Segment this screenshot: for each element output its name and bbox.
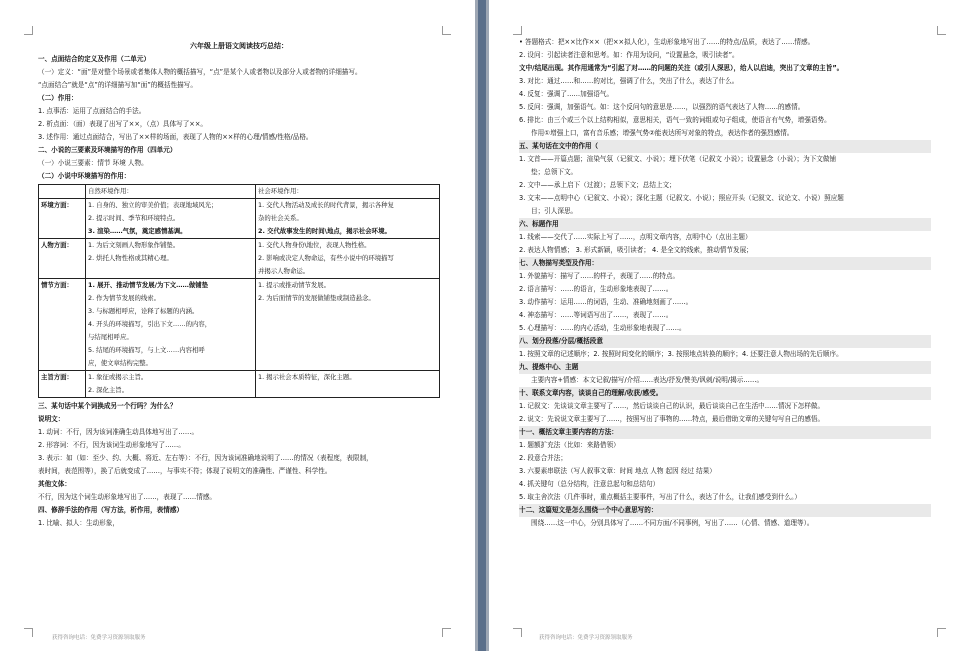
text-line: （一）小说三要素：情节 环境 人物。 (38, 159, 148, 167)
cell-line: 2. 烘托人物性格或其精心理。 (88, 254, 173, 262)
section-heading: 十、联系文章内容，谈谈自己的理解/收获/感受。 (519, 387, 931, 400)
text-line: 1. 动词：不行，因为该词准确生动具体地写出了……。 (38, 428, 199, 436)
cell-line: 2. 深化主旨。 (88, 386, 129, 394)
corner-mark (24, 26, 33, 35)
cell-line: 2. 作为情节发展的线索。 (88, 294, 161, 302)
text-line: 3. 对比：通过……和……的对比，强调了什么，突出了什么，表达了什么。 (519, 77, 739, 85)
corner-mark (442, 628, 451, 637)
table-cell (256, 279, 440, 371)
cell-line: 2. 交代故事发生的时间\地点，揭示社会环境。 (258, 227, 391, 235)
text-line: 2. 设问：引起读者注意和思考。如：作用为设问，“设置悬念，吸引读者”。 (519, 51, 739, 59)
section-heading: 说明文： (38, 415, 65, 423)
text-line: 2. 语言描写：……的语言，生动形象地表现了……。 (519, 285, 673, 293)
text-line: 3. 述作用：通过点面结合，写出了××样的场面，表现了人物的××样的心理/情感/性格/品格。 (38, 133, 313, 141)
section-heading: 二、小说的三要素及环境描写的作用（四单元） (38, 146, 177, 154)
text-line: 1. 比喻、拟人：生动形象， (38, 519, 119, 527)
page-gutter (475, 0, 489, 651)
text-line: 1. 题额扩充法（比如：来路借领） (519, 441, 620, 449)
cell-line: 1. 提示或推动情节发展。 (258, 281, 331, 289)
table-row (39, 371, 440, 398)
text-line: 1. 记叙文：先谈谈文章主要写了……，然后谈谈自己的认识，最后谈谈自己在生活中……情况下怎样做。 (519, 402, 825, 410)
cell-line: 1. 象征或揭示主旨。 (88, 373, 148, 381)
table-cell (86, 371, 256, 398)
page-footer: 获得咨询电话：免费学习资源领取服务 (539, 635, 633, 641)
text-line: 4. 神态描写：……等词语写出了……，表现了……。 (519, 311, 673, 319)
text-line: （一）定义：“面”是对整个场景或者集体人物的概括描写，“点”是某个人或者物以及部分人或者物的详细描写。 (38, 68, 362, 76)
text-line: 4. 抓关键句（总分结构，注意总起句和总结句） (519, 480, 660, 488)
section-heading: 七、人物描写类型及作用： (519, 257, 931, 270)
text-line: 3. 动作描写：运用……的词语，生动、准确地刻画了……。 (519, 298, 693, 306)
text-line: 2. 形容词：不行，因为该词生动形象地写了……。 (38, 441, 185, 449)
text-line: 3. 表示：如（如：至少、约、大概、将近、左右等）：不行，因为该词准确地说明了……的情况（表程度，表限制， (38, 454, 373, 462)
cell-line: 2. 影响或决定人物命运，有些小说中的环境描写 (258, 254, 394, 262)
table-header-cell: 自然环境作用： (86, 185, 256, 199)
text-line: 作用①增强上口，富有音乐感；增强气势②能表达所写对象的特点，表达作者的强烈感情。 (531, 129, 794, 137)
text-line: 5. 反问：强调，加强语气。如：这个反问句的意思是……，以强烈的语气表达了人物……的感情。 (519, 103, 805, 111)
cell-line: 1. 交代人物活动及成长的时代背景，揭示各种复 (258, 201, 394, 209)
environment-table (38, 184, 440, 398)
cell-line: 1. 展开、推动情节发展/为下文……做铺垫 (88, 281, 209, 289)
text-line: 1. 按照文章的记述顺序；2. 按照时间变化的顺序；3. 按照地点转换的顺序；4. 还要注意人物出场的先后顺序。 (519, 350, 843, 358)
text-line: 主要内容+情感：本文记叙/描写/介绍……表达/抒发/赞美/讽刺/说明/揭示……。 (531, 376, 764, 384)
text-line: 2. 析点面：（面）表现了出写了××，（点）具体写了××。 (38, 120, 207, 128)
section-heading: 文中/结尾出现。其作用通常为“引起了对……的问题的关注（或引人深思），给人以启迪，突出了文章的主旨”。 (519, 64, 844, 72)
table-cell (256, 239, 440, 279)
corner-mark (513, 628, 522, 637)
text-line: 1. 外貌描写：描写了……的样子，表现了……的特点。 (519, 272, 680, 280)
cell-line: 杂的社会关系。 (258, 214, 303, 222)
section-heading: 四、修辞手法的作用（写方法，析作用，表情感） (38, 506, 184, 514)
table-cell (86, 239, 256, 279)
cell-line: 3. 与标题相呼应，诠释了标题的内涵。 (88, 307, 199, 315)
table-cell (86, 199, 256, 239)
section-heading: 八、划分段落/分层/概括段意 (519, 335, 931, 348)
table-cell (256, 199, 440, 239)
section-heading: 九、提炼中心、主题 (519, 361, 931, 374)
cell-line: 5. 结尾的环境描写，与上文……内容相呼 (88, 346, 205, 354)
cell-line: 1. 揭示社会本质特征，深化主题。 (258, 373, 356, 381)
text-line: 2. 表达人物情感； 3. 形式新颖，吸引读者； 4. 是全文的线索，推动情节发展； (519, 246, 753, 254)
text-line: 2. 文中——承上启下（过渡）；总领下文；总结上文； (519, 181, 676, 189)
cell-line: 2. 提示时间、季节和环境特点。 (88, 214, 180, 222)
text-line: 5. 心理描写：……的内心活动，生动形象地表现了……。 (519, 324, 686, 332)
text-line: 垫；总领下文。 (531, 168, 578, 176)
table-header-cell: 社会环境作用： (256, 185, 440, 199)
text-line: 3. 文末——点明中心（记叙文、小说）；深化主题（记叙文、小说）；照应开头（记叙文、议论文、小说）照应题 (519, 194, 844, 202)
text-line: 围绕……这一中心，分别具体写了……不同方面/不同事例，写出了……（心情、情感、道理等）。 (531, 519, 814, 527)
cell-line: 1. 为后文刻画人物形象作铺垫。 (88, 241, 180, 249)
table-row (39, 279, 440, 371)
text-line: 1. 点事活：运用了点面结合的手法。 (38, 107, 146, 115)
table-cell (86, 279, 256, 371)
row-category: 人物方面： (39, 239, 86, 279)
text-line: 6. 排比：由三个或三个以上结构相似，意思相关，语气一致的词组或句子组成，使语言有气势，增强语势。 (519, 116, 831, 124)
text-line: 不行，因为这个词生动形象地写出了……，表现了……情感。 (38, 493, 217, 501)
section-heading: 五、某句话在文中的作用（ (519, 140, 931, 153)
section-heading: 十一、概括文章主要内容的方法： (519, 426, 931, 439)
text-line: 1. 文首——开篇点题；渲染气氛（记叙文、小说）；埋下伏笔（记叙文 小说）；设置悬念（小说）；为下文做铺 (519, 155, 837, 163)
text-line: “点面结合”就是“点”的详细描写加“面”的概括性描写。 (38, 81, 197, 89)
cell-line: 并揭示人物命运。 (258, 267, 310, 275)
page-footer: 获得咨询电话：免费学习资源领取服务 (52, 635, 146, 641)
table-cell (256, 371, 440, 398)
corner-mark (513, 26, 522, 35)
cell-line: 1. 自身的、独立的审美价值；表现地域风光； (88, 201, 218, 209)
section-heading: 其他文体： (38, 480, 71, 488)
cell-line: 应，使文章结构完整。 (88, 359, 152, 367)
right-page-content (519, 36, 931, 530)
corner-mark (937, 628, 946, 637)
section-heading: （二）作用： (38, 94, 78, 102)
document-page-left (0, 0, 475, 651)
corner-mark (442, 26, 451, 35)
cell-line: 1. 交代人物身份\地位，表现人物性格。 (258, 241, 371, 249)
cell-line: 3. 渲染……气氛，奠定感情基调。 (88, 227, 187, 235)
text-line: 目；引人深思。 (531, 207, 578, 215)
corner-mark (24, 628, 33, 637)
text-line: 表时间，表范围等），换了后就变成了……，与事实不符；体现了说明文的准确性、严谨性、科学性。 (38, 467, 332, 475)
row-category: 主旨方面： (39, 371, 86, 398)
text-line: 1. 线索——交代了……实际上写了……，点明文章内容，点明中心（点出主题） (519, 233, 752, 241)
section-heading: 三、某句话中某个词换成另一个行吗？为什么？ (38, 402, 177, 410)
section-heading: （二）小说中环境描写的作用： (38, 172, 131, 180)
text-line: 2. 说文：先说说文章主要写了……，按照写出了事物的……特点，最后借助文章的关键句写自己的感悟。 (519, 415, 825, 423)
text-line: • 答题格式：把××比作××（把××拟人化），生动形象地写出了……的特点/品质，表达了……情感。 (519, 38, 815, 46)
document-page-right (489, 0, 970, 651)
cell-line: 2. 为后面情节的发展做铺垫或制造悬念。 (258, 294, 375, 302)
table-row (39, 239, 440, 279)
section-heading: 一、点面结合的定义及作用（二单元） (38, 55, 151, 63)
section-heading: 十二、这篇短文是怎么围绕一个中心意思写的： (519, 504, 931, 517)
corner-mark (937, 26, 946, 35)
cell-line: 与结尾相呼应。 (88, 333, 133, 341)
table-row (39, 199, 440, 239)
text-line: 4. 反复：强调了……加强语气。 (519, 90, 614, 98)
row-category: 情节方面： (39, 279, 86, 371)
row-category: 环境方面： (39, 199, 86, 239)
text-line: 5. 取主舍次法（几件事时，重点概括主要事件，写出了什么，表达了什么，让我们感受到什么。） (519, 493, 802, 501)
text-line: 2. 段意合并法； (519, 454, 567, 462)
left-page-content (38, 40, 440, 530)
section-heading: 六、标题作用 (519, 218, 931, 231)
cell-line: 4. 开头的环境描写，引出下文……的内容， (88, 320, 212, 328)
text-line: 3. 六要素串联法（写人叙事文章：时间 地点 人物 起因 经过 结果） (519, 467, 716, 475)
table-header-cell (39, 185, 86, 199)
page-title: • 六年级上册语文阅读技巧总结： (38, 40, 440, 53)
